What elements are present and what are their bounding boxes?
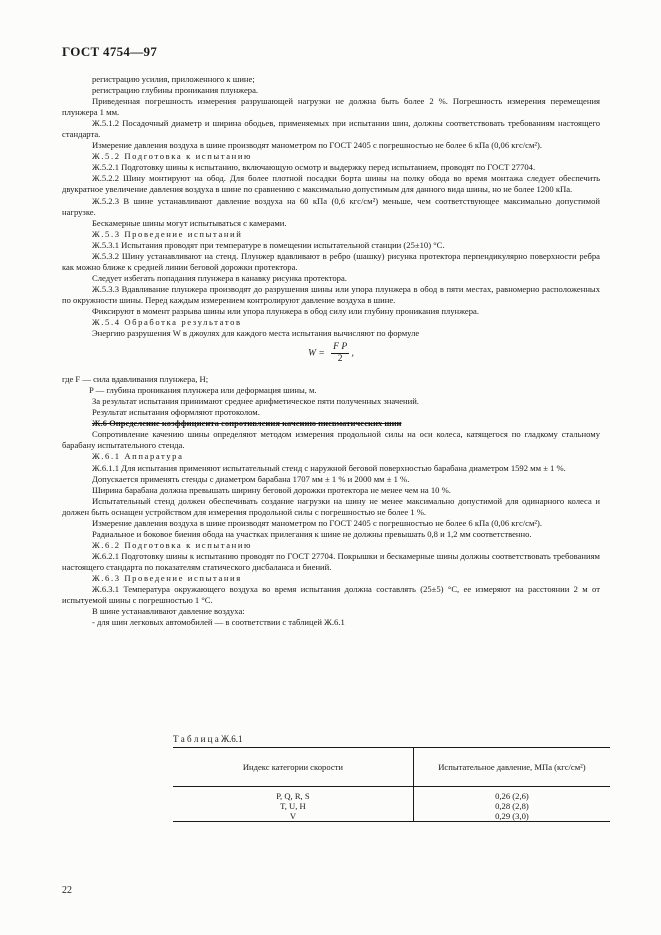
formula-lhs: W = <box>308 348 325 359</box>
section-heading: Ж.6 Определение коэффициента сопротивления качению пневматических шин <box>92 418 402 429</box>
table-row <box>173 811 610 822</box>
paragraph: Ж.5.2.1 Подготовку шины к испытанию, включающую осмотр и выдержку перед испытанием, проводят по ГОСТ 27704. <box>92 162 536 173</box>
table-cell: 0,26 (2,6) <box>413 787 610 802</box>
formula-numerator: F P <box>331 342 349 354</box>
document-header: ГОСТ 4754—97 <box>62 44 158 59</box>
paragraph: Бескамерные шины могут испытываться с камерами. <box>92 217 287 228</box>
paragraph: Сопротивление качению шины определяют методом измерения продольной силы на оси колеса, катящегося по гладкому стальному барабану испытательного стенда. <box>62 429 600 451</box>
section-heading: Ж.6.3 Проведение испытания <box>92 572 242 583</box>
table-caption: Т а б л и ц а Ж.6.1 <box>173 734 243 744</box>
paragraph: Измерение давления воздуха в шине производят манометром по ГОСТ 2405 с погрешностью не более 6 кПа (0,06 кгс/см²). <box>92 140 543 151</box>
table-cell: 0,29 (3,0) <box>413 811 610 822</box>
paragraph: Ж.5.3.1 Испытания проводят при температуре в помещении испытательной станции (25±10) °С. <box>92 239 445 250</box>
paragraph: Приведенная погрешность измерения разрушающей нагрузки не должна быть более 2 %. Погрешность измерения перемещения плунжера 1 мм. <box>62 96 600 118</box>
paragraph: регистрацию усилия, приложенного к шине; <box>92 74 255 84</box>
paragraph: Ж.5.2.3 В шине устанавливают давление воздуха на 60 кПа (0,6 кгс/см²) меньше, чем соответствующее максимально допустимой нагрузке. <box>62 195 600 217</box>
table-header-pressure: Испытательное давление, МПа (кгс/см²) <box>413 748 610 787</box>
paragraph: Ж.6.3.1 Температура окружающего воздуха во время испытания должна составлять (25±5) °С, ее измеряют на расстоянии 2 м от испытуемой шины с погрешностью 1 °С. <box>62 584 600 606</box>
paragraph: В шине устанавливают давление воздуха: <box>92 606 245 617</box>
paragraph: P — глубина проникания плунжера или деформация шины, м. <box>89 385 317 396</box>
paragraph: Ж.5.3.3 Вдавливание плунжера производят до разрушения шины или упора плунжера в обод в пяти местах, равномерно расположенных по окружности шины. Перед каждым измерением контролируют давление воздуха в шине. <box>62 283 600 305</box>
paragraph: Ж.5.3.2 Шину устанавливают на стенд. Плунжер вдавливают в ребро (шашку) рисунка протектора перпендикулярно поверхности ребра как можно ближе к средней линии беговой дорожки протектора. <box>62 250 600 272</box>
formula-tail: , <box>351 348 354 359</box>
pressure-table <box>173 747 610 822</box>
paragraph: Фиксируют в момент разрыва шины или упора плунжера в обод силу или глубину проникания плунжера. <box>92 305 480 316</box>
paragraph: Ширина барабана должна превышать ширину беговой дорожки протектора не менее чем на 10 %. <box>92 484 451 495</box>
paragraph: Допускается применять стенды с диаметром барабана 1707 мм ± 1 % и 2000 мм ± 1 %. <box>92 473 410 484</box>
document-body <box>62 74 600 628</box>
table-cell: V <box>173 811 413 822</box>
paragraph: Испытательный стенд должен обеспечивать создание нагрузки на шину не менее максимально допустимой для одинарного колеса и должен быть оснащен устройством для измерения продольной силы с погрешностью не более 1 %. <box>62 495 600 517</box>
energy-formula <box>62 342 600 368</box>
paragraph: Радиальное и боковое биения обода на участках прилегания к шине не должны превышать 0,8 и 1,2 мм соответственно. <box>92 528 532 539</box>
paragraph: где F — сила вдавливания плунжера, Н; <box>62 374 209 385</box>
formula-fraction <box>331 342 349 365</box>
paragraph: - для шин легковых автомобилей — в соответствии с таблицей Ж.6.1 <box>92 617 345 628</box>
paragraph: регистрацию глубины проникания плунжера. <box>92 85 259 96</box>
table-cell: T, U, H <box>280 801 306 811</box>
section-heading: Ж.5.2 Подготовка к испытанию <box>92 151 253 162</box>
formula-denominator: 2 <box>337 354 343 365</box>
paragraph: Результат испытания оформляют протоколом. <box>92 407 260 418</box>
paragraph: Измерение давления воздуха в шине производят манометром по ГОСТ 2405 с погрешностью не более 6 кПа (0,06 кгс/см²). <box>92 517 543 528</box>
paragraph: Ж.5.1.2 Посадочный диаметр и ширина ободьев, применяемых при испытании шин, должны соответствовать требованиям настоящего стандарта. <box>62 118 600 140</box>
section-heading: Ж.6.2 Подготовка к испытанию <box>92 539 253 550</box>
section-heading: Ж.5.3 Проведение испытаний <box>92 228 243 239</box>
paragraph: Ж.5.2.2 Шину монтируют на обод. Для более плотной посадки борта шины на полку обода во время монтажа следует обеспечить двукратное увеличение давления воздуха в шине по сравнению с максимально допустимым для данного вида шины, но не более 1200 кПа. <box>62 173 600 195</box>
table-row <box>173 801 610 811</box>
section-heading: Ж.6.1 Аппаратура <box>92 451 184 462</box>
table-row <box>173 787 610 802</box>
paragraph: Ж.6.1.1 Для испытания применяют испытательный стенд с наружной беговой поверхностью барабана диаметром 1592 мм ± 1 %. <box>92 462 566 473</box>
table-header-row <box>173 748 610 787</box>
table-header-speed-index: Индекс категории скорости <box>173 748 413 787</box>
section-heading: Ж.5.4 Обработка результатов <box>92 317 242 328</box>
paragraph: Ж.6.2.1 Подготовку шины к испытанию проводят по ГОСТ 27704. Покрышки и бескамерные шины должны соответствовать требованиям настоящего стандарта по показателям статического дисбаланса и биений. <box>62 550 600 572</box>
paragraph: За результат испытания принимают среднее арифметическое пяти полученных значений. <box>92 396 419 407</box>
paragraph: Следует избегать попадания плунжера в канавку рисунка протектора. <box>92 272 347 283</box>
paragraph: Энергию разрушения W в джоулях для каждого места испытания вычисляют по формуле <box>92 328 420 339</box>
table-cell: P, Q, R, S <box>276 791 310 801</box>
table-cell: 0,28 (2,8) <box>413 801 610 811</box>
page-number: 22 <box>62 885 72 896</box>
